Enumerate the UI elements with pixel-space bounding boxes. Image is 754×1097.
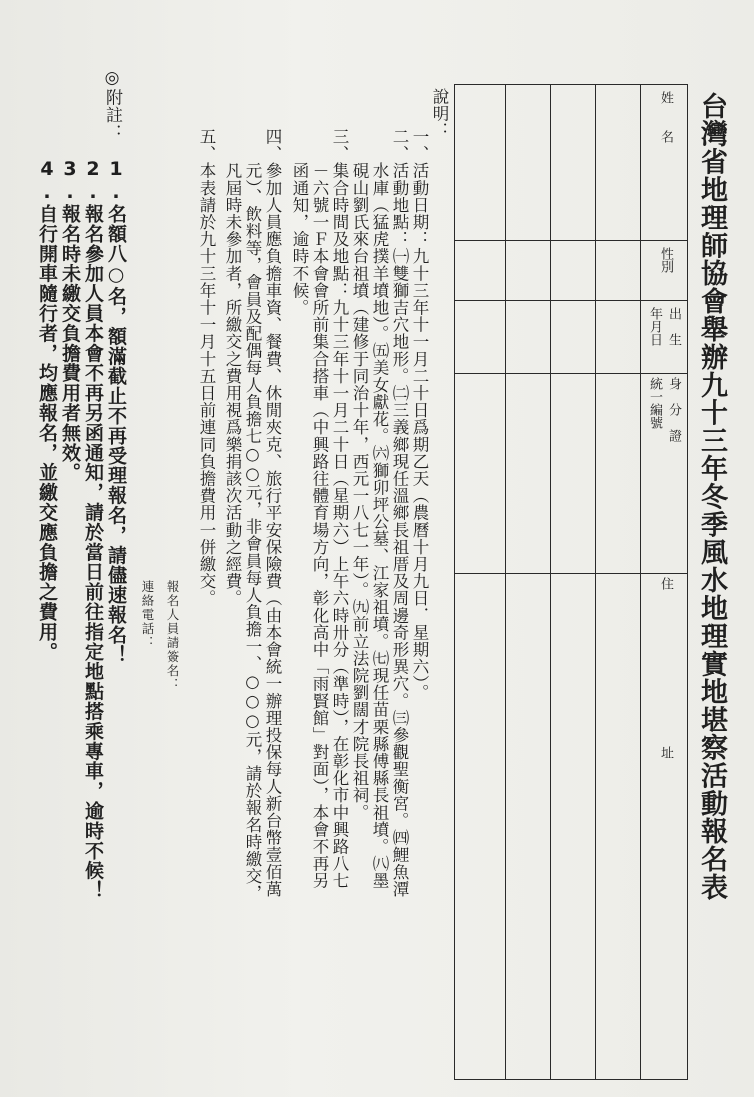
- header-gender: 性別: [658, 247, 673, 273]
- explanation-line: 凡屆時未參加者，所繳交之費用視爲樂捐該次活動之經費。: [223, 128, 242, 607]
- phone-label: 連絡電話：: [140, 580, 155, 650]
- table-column-divider: [640, 85, 641, 1079]
- note-item: 2.報名參加人員本會不再另函通知，請於當日前往指定地點搭乘專車，逾時不候！: [82, 158, 104, 901]
- explanation-line: 五、本表請於九十三年十一月十五日前連同負擔費用一併繳交。: [197, 128, 216, 607]
- explanation-line: 四、參加人員應負擔車資、餐費、休閒夾克、旅行平安保險費（由本會統一辦理投保每人新台幣壹佰萬: [263, 128, 282, 898]
- explanation-label: 說明：: [430, 88, 449, 140]
- note-item: 1.名額八○名，額滿截止不再受理報名，請儘速報名！: [105, 158, 127, 665]
- note-item: 4.自行開車隨行者，均應報名，並繳交應負擔之費用。: [36, 158, 58, 662]
- table-row-divider: [455, 573, 687, 574]
- table-column-divider: [595, 85, 596, 1079]
- table-column-divider: [505, 85, 506, 1079]
- form-title: 台灣省地理師協會舉辦九十三年冬季風水地理實地堪察活動報名表: [696, 92, 727, 902]
- registration-table: [454, 84, 688, 1080]
- header-id-number: 身 分 證 統一編號: [647, 377, 681, 442]
- explanation-line: －六號一Ｆ本會會所前集合搭車（中興路往體育場方向，彰化高中「雨賢館」對面），本會不再另: [310, 128, 329, 890]
- signature-label: 報名人員請簽名：: [165, 580, 180, 692]
- table-row-divider: [455, 373, 687, 374]
- notes-label: ◎附註：: [102, 68, 122, 142]
- explanation-line: 元）、飲料等，會員及配偶每人負擔七○○元，非會員每人負擔一、○○○元，請於報名時繳交，: [243, 128, 262, 902]
- explanation-line: 三、集合時間及地點：九十三年十一月二十日（星期六）上午六時卅分（準時），在彰化市中興路八七: [330, 128, 349, 890]
- explanation-line: 水庫（猛虎撲羊墳地）。㈤美女獻花。㈥獅卯坪公墓、江家祖墳。㈦現任苗栗縣傅縣長祖墳。㈧墨: [370, 128, 389, 890]
- header-birth-date: 出 生 年月日: [647, 307, 681, 346]
- explanation-line: 函通知，逾時不候。: [290, 128, 309, 317]
- explanation-line: 一、活動日期：九十三年十一月二十日爲期乙天（農曆十月九日．星期六）。: [410, 128, 429, 702]
- table-column-divider: [550, 85, 551, 1079]
- table-row-divider: [455, 240, 687, 241]
- explanation-line: 硯山劉氏來台祖墳（建修于同治十年，西元一八七一年）。㈨前立法院劉闊才院長祖祠。: [350, 128, 369, 821]
- table-row-divider: [455, 300, 687, 301]
- note-item: 3.報名時未繳交負擔費用者無效。: [59, 158, 81, 483]
- header-name: 姓 名: [658, 91, 673, 143]
- header-address: 住 址: [658, 577, 673, 759]
- explanation-line: 二、活動地點：㈠雙獅吉穴地形。㈡三義鄉現任溫鄉長祖厝及周邊奇形異穴。㈢參觀聖衡宮。㈣鯉魚潭: [390, 128, 409, 898]
